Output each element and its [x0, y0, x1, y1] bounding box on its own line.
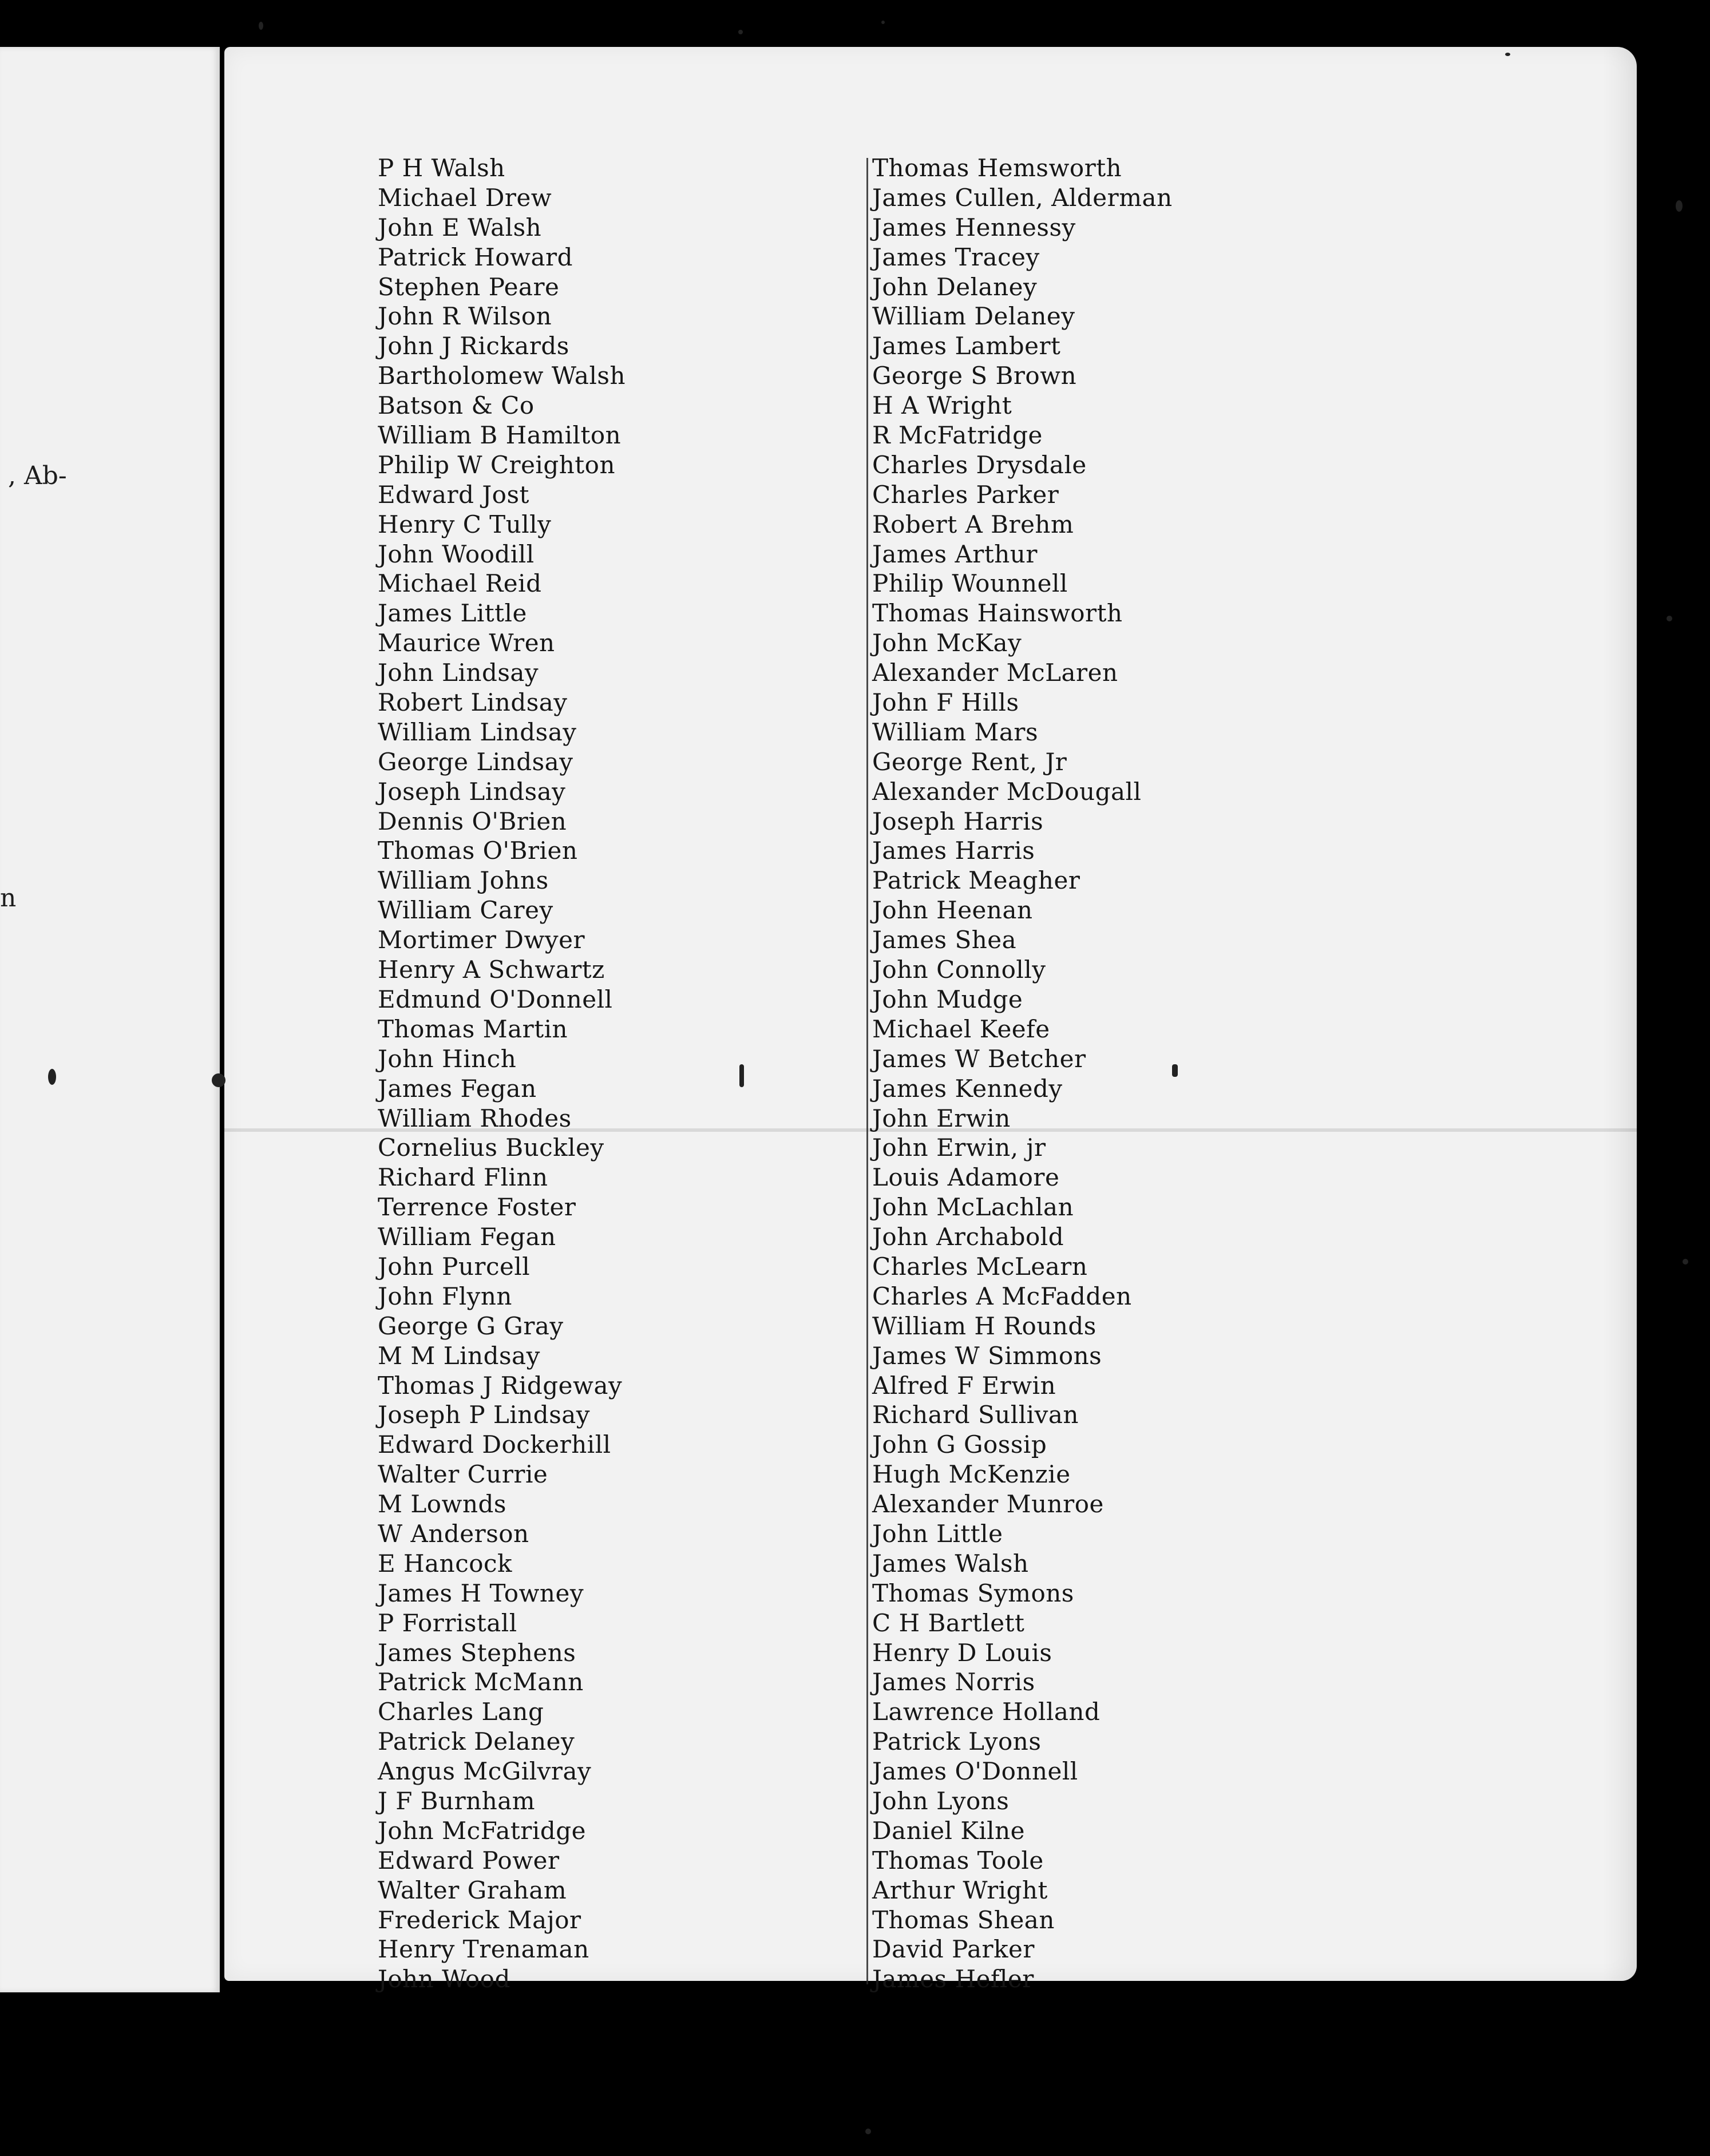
name-entry: Joseph Lindsay: [378, 777, 566, 806]
name-entry: Edward Power: [378, 1846, 560, 1874]
scan-speck: [48, 1069, 56, 1085]
name-entry: Edward Jost: [378, 480, 529, 509]
name-entry: J F Burnham: [378, 1786, 536, 1815]
scan-speck: [738, 30, 743, 34]
name-entry: Terrence Foster: [378, 1193, 576, 1222]
name-entry: John E Walsh: [378, 213, 542, 241]
name-entry: W Anderson: [378, 1519, 529, 1548]
name-entry: Frederick Major: [378, 1905, 581, 1934]
name-entry: Michael Reid: [378, 569, 542, 598]
name-entry: Lawrence Holland: [872, 1698, 1101, 1726]
name-entry: Mortimer Dwyer: [378, 926, 585, 954]
scan-speck: [1676, 200, 1683, 212]
name-entry: John Woodill: [378, 540, 535, 568]
name-entry: James Arthur: [872, 540, 1038, 568]
left-page-fragment: , Ab-: [8, 461, 67, 490]
name-entry: Patrick Meagher: [872, 866, 1080, 895]
name-entry: John Wood: [378, 1965, 510, 1993]
name-entry: Hugh McKenzie: [872, 1460, 1071, 1489]
name-entry: John R Wilson: [378, 302, 552, 331]
scan-speck: [1683, 1259, 1688, 1265]
name-entry: Charles McLearn: [872, 1252, 1088, 1281]
name-entry: Thomas Martin: [378, 1014, 568, 1043]
name-entry: Richard Flinn: [378, 1163, 548, 1192]
name-entry: John Purcell: [378, 1252, 531, 1281]
name-entry: William Rhodes: [378, 1104, 572, 1132]
name-entry: Thomas Hainsworth: [872, 599, 1123, 628]
name-entry: Edmund O'Donnell: [378, 985, 613, 1013]
name-entry: William Delaney: [872, 302, 1075, 331]
name-entry: John F Hills: [872, 688, 1019, 717]
name-entry: James Harris: [872, 837, 1035, 865]
column-rule: [866, 158, 868, 1984]
name-entry: Patrick Howard: [378, 243, 573, 271]
name-entry: Thomas Hemsworth: [872, 154, 1122, 182]
previous-page-edge: [0, 47, 220, 1992]
scan-speck: [259, 22, 263, 30]
name-entry: Batson & Co: [378, 391, 535, 420]
name-entry: William Lindsay: [378, 718, 577, 746]
name-entry: John Erwin: [872, 1104, 1011, 1132]
name-entry: John Hinch: [378, 1044, 517, 1073]
name-entry: James Stephens: [378, 1638, 576, 1667]
name-entry: Henry D Louis: [872, 1638, 1052, 1667]
name-entry: Charles Drysdale: [872, 450, 1087, 479]
scan-speck: [865, 2129, 871, 2134]
name-entry: John Little: [872, 1519, 1003, 1548]
name-entry: Charles Parker: [872, 480, 1059, 509]
name-entry: Angus McGilvray: [378, 1757, 592, 1786]
name-entry: George S Brown: [872, 362, 1077, 390]
name-entry: Bartholomew Walsh: [378, 362, 626, 390]
name-entry: Richard Sullivan: [872, 1401, 1079, 1429]
name-entry: P H Walsh: [378, 154, 505, 182]
scan-speck: [1505, 53, 1510, 56]
name-entry: James Hennessy: [872, 213, 1076, 241]
name-entry: Alexander McLaren: [872, 659, 1118, 687]
name-entry: John McKay: [872, 629, 1022, 657]
name-entry: John Lyons: [872, 1786, 1010, 1815]
name-entry: Dennis O'Brien: [378, 807, 567, 835]
name-entry: Stephen Peare: [378, 272, 560, 301]
name-entry: John Connolly: [872, 956, 1046, 984]
name-entry: Thomas J Ridgeway: [378, 1371, 623, 1400]
name-entry: James Little: [378, 599, 527, 628]
left-page-fragment: n: [0, 883, 17, 913]
name-entry: Henry Trenaman: [378, 1935, 589, 1964]
name-entry: John Flynn: [378, 1282, 512, 1310]
name-column-right: [872, 153, 1422, 1994]
name-entry: William Carey: [378, 896, 553, 925]
name-entry: James W Betcher: [872, 1044, 1086, 1073]
name-entry: Alexander Munroe: [872, 1490, 1104, 1519]
name-entry: R McFatridge: [872, 421, 1043, 450]
name-entry: Charles A McFadden: [872, 1282, 1132, 1310]
scan-speck: [1667, 616, 1672, 621]
name-entry: Thomas O'Brien: [378, 837, 578, 865]
name-entry: M Lownds: [378, 1490, 506, 1519]
name-entry: William H Rounds: [872, 1311, 1097, 1340]
name-entry: Joseph Harris: [872, 807, 1044, 835]
name-entry: James Cullen, Alderman: [872, 183, 1173, 212]
name-entry: David Parker: [872, 1935, 1035, 1964]
name-entry: Arthur Wright: [872, 1876, 1048, 1904]
name-entry: George Rent, Jr: [872, 747, 1067, 776]
name-entry: John Lindsay: [378, 659, 539, 687]
name-entry: Maurice Wren: [378, 629, 555, 657]
name-entry: Thomas Shean: [872, 1905, 1055, 1934]
name-entry: Robert Lindsay: [378, 688, 568, 717]
name-entry: Cornelius Buckley: [378, 1134, 604, 1162]
name-entry: James Walsh: [872, 1549, 1029, 1578]
name-entry: Thomas Symons: [872, 1579, 1074, 1607]
name-entry: John Heenan: [872, 896, 1033, 925]
name-entry: Michael Keefe: [872, 1014, 1050, 1043]
name-entry: George Lindsay: [378, 747, 573, 776]
name-entry: John Delaney: [872, 272, 1038, 301]
name-entry: M M Lindsay: [378, 1341, 540, 1370]
name-entry: James Fegan: [378, 1074, 537, 1103]
name-entry: Philip W Creighton: [378, 450, 616, 479]
name-entry: James O'Donnell: [872, 1757, 1078, 1786]
name-entry: Thomas Toole: [872, 1846, 1044, 1874]
name-entry: James W Simmons: [872, 1341, 1102, 1370]
name-entry: William Mars: [872, 718, 1039, 746]
scan-speck: [1172, 1064, 1178, 1077]
name-entry: Patrick McMann: [378, 1668, 584, 1697]
name-entry: Joseph P Lindsay: [378, 1401, 591, 1429]
name-entry: James H Towney: [378, 1579, 584, 1607]
name-entry: Walter Graham: [378, 1876, 567, 1904]
name-entry: Michael Drew: [378, 183, 552, 212]
name-entry: James Lambert: [872, 332, 1061, 360]
name-entry: Alfred F Erwin: [872, 1371, 1056, 1400]
name-entry: P Forristall: [378, 1608, 517, 1637]
name-entry: Edward Dockerhill: [378, 1430, 611, 1459]
name-entry: William Fegan: [378, 1223, 556, 1251]
name-entry: H A Wright: [872, 391, 1012, 420]
scan-speck: [212, 1073, 225, 1087]
name-entry: Daniel Kilne: [872, 1816, 1025, 1845]
name-entry: John McLachlan: [872, 1193, 1074, 1222]
name-entry: John G Gossip: [872, 1430, 1047, 1459]
name-entry: John J Rickards: [378, 332, 569, 360]
scan-speck: [739, 1064, 744, 1087]
name-entry: Patrick Lyons: [872, 1727, 1042, 1756]
name-entry: William B Hamilton: [378, 421, 622, 450]
name-entry: George G Gray: [378, 1311, 564, 1340]
name-entry: Charles Lang: [378, 1698, 544, 1726]
name-entry: James Tracey: [872, 243, 1040, 271]
name-column-left: [378, 153, 813, 1994]
name-entry: James Shea: [872, 926, 1017, 954]
name-entry: Louis Adamore: [872, 1163, 1060, 1192]
name-entry: James Kennedy: [872, 1074, 1063, 1103]
name-entry: William Johns: [378, 866, 549, 895]
name-entry: Philip Wounnell: [872, 569, 1068, 598]
name-entry: Alexander McDougall: [872, 777, 1142, 806]
name-entry: John Erwin, jr: [872, 1134, 1046, 1162]
name-entry: Henry A Schwartz: [378, 956, 605, 984]
name-entry: E Hancock: [378, 1549, 513, 1578]
name-entry: Walter Currie: [378, 1460, 548, 1489]
name-entry: Henry C Tully: [378, 510, 552, 538]
name-entry: John McFatridge: [378, 1816, 586, 1845]
name-entry: Robert A Brehm: [872, 510, 1074, 538]
name-entry: John Mudge: [872, 985, 1023, 1013]
name-entry: James Norris: [872, 1668, 1035, 1697]
name-entry: John Archabold: [872, 1223, 1064, 1251]
scan-speck: [881, 21, 885, 24]
name-entry: James Hefler: [872, 1965, 1034, 1993]
name-entry: C H Bartlett: [872, 1608, 1025, 1637]
name-entry: Patrick Delaney: [378, 1727, 575, 1756]
